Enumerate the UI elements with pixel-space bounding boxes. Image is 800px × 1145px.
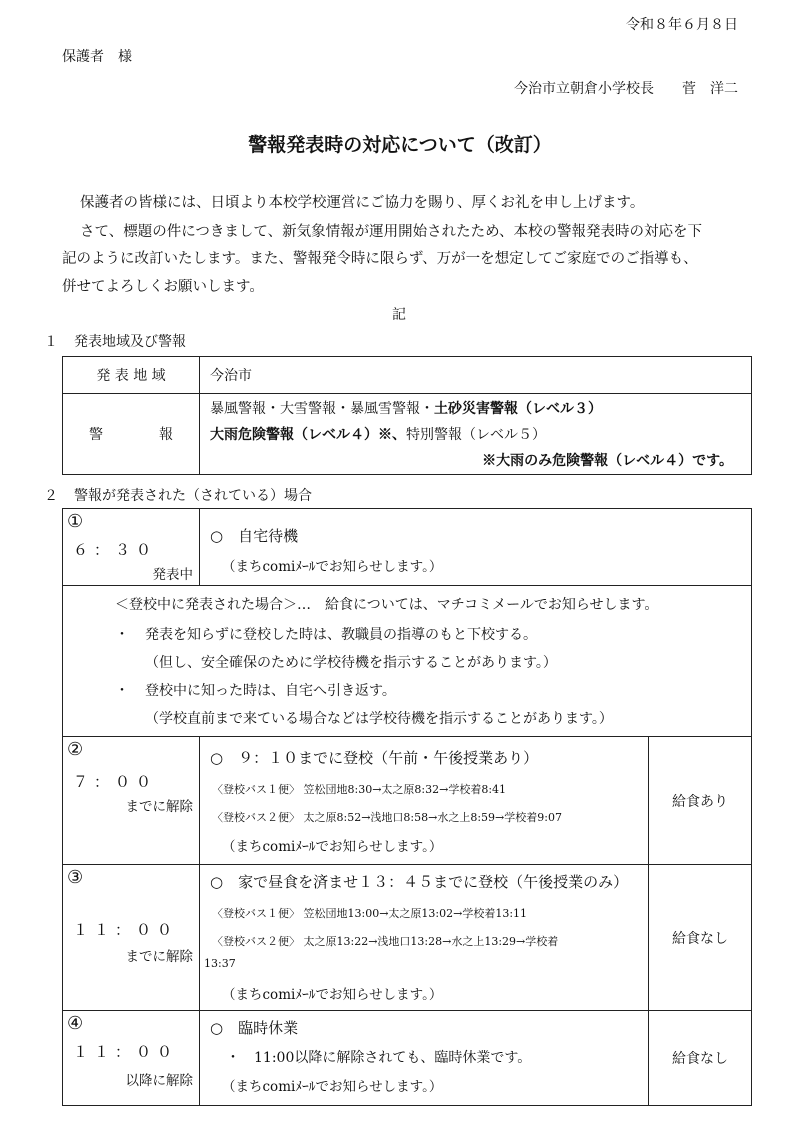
- warn-label-char: 警: [89, 427, 103, 443]
- circle-number: ③: [67, 867, 84, 888]
- time-sub: までに解除: [125, 799, 193, 815]
- area-label: 発 表 地 域: [96, 368, 166, 384]
- area-value: 今治市: [210, 368, 252, 384]
- time: １１：００: [73, 921, 179, 939]
- during-line: （但し、安全確保のために学校待機を指示することがあります。）: [145, 655, 557, 671]
- note: （まちcomiﾒｰﾙでお知らせします。）: [222, 839, 443, 855]
- section-title: 発表地域及び警報: [74, 334, 186, 350]
- warning-table: [62, 356, 752, 475]
- bullet: ・: [115, 627, 129, 643]
- during-line: 登校中に知った時は、自宅へ引き返す。: [145, 683, 396, 699]
- during-commute-cell: [63, 586, 752, 737]
- note: （まちcomiﾒｰﾙでお知らせします。）: [222, 1079, 443, 1095]
- during-line: （学校直前まで来ている場合などは学校待機を指示することがあります。）: [145, 711, 613, 727]
- circle-number: ④: [67, 1013, 84, 1034]
- bus-schedule: 13:37: [204, 957, 236, 970]
- intro-line: 保護者の皆様には、日頃より本校学校運営にご協力を賜り、厚くお礼を申し上げます。: [80, 195, 645, 211]
- option: ○ 臨時休業: [210, 1019, 299, 1037]
- row4-content-cell: [200, 1011, 649, 1106]
- row3-time-cell: [63, 865, 200, 1011]
- warn-label-char: 報: [159, 427, 173, 443]
- time-sub: 以降に解除: [125, 1073, 193, 1089]
- row1-content-cell: [200, 509, 752, 586]
- warn-normal: 暴風警報・大雪警報・暴風雪警報・: [210, 401, 434, 417]
- section-number: ２: [44, 488, 58, 504]
- section2-heading: [44, 485, 312, 505]
- warn-bold: 大雨危険警報（レベル４）※、: [210, 427, 406, 443]
- row1-time-cell: [63, 509, 200, 586]
- row3-content-cell: [200, 865, 649, 1011]
- area-label-cell: [63, 357, 200, 394]
- addressee: 保護者 様: [62, 49, 132, 65]
- during-heading: ＜登校中に発表された場合＞… 給食については、マチコミメールでお知らせします。: [115, 597, 659, 613]
- warn-list-cell: [200, 394, 752, 475]
- time-sub: までに解除: [125, 949, 193, 965]
- lunch-cell: [649, 737, 752, 865]
- option: ○ 家で昼食を済ませ１３：４５までに登校（午後授業のみ）: [210, 873, 629, 891]
- bullet-line: ・ 11:00以降に解除されても、臨時休業です。: [226, 1050, 532, 1066]
- lunch-status: 給食あり: [672, 793, 728, 810]
- note: （まちcomiﾒｰﾙでお知らせします。）: [222, 559, 443, 575]
- lunch-status: 給食なし: [672, 930, 728, 947]
- lunch-status: 給食なし: [672, 1051, 728, 1067]
- circle-number: ②: [67, 739, 84, 760]
- during-line: 発表を知らずに登校した時は、教職員の指導のもと下校する。: [145, 627, 537, 643]
- option: ○ ９：１０までに登校（午前・午後授業あり）: [210, 749, 539, 767]
- row4-time-cell: [63, 1011, 200, 1106]
- lunch-cell: [649, 1011, 752, 1106]
- lunch-cell: [649, 865, 752, 1011]
- sender: 今治市立朝倉小学校長 菅 洋二: [514, 81, 738, 97]
- warn-bold: 土砂災害警報（レベル３）: [434, 401, 602, 417]
- time: ６：３０: [73, 541, 158, 559]
- area-value-cell: [200, 357, 752, 394]
- section1-heading: [44, 331, 186, 351]
- bus-schedule: 〈登校バス２便〉 太之原8:52→浅地口8:58→水之上8:59→学校着9:07: [212, 811, 562, 824]
- bus-schedule: 〈登校バス２便〉 太之原13:22→浅地口13:28→水之上13:29→学校着: [212, 935, 559, 948]
- warn-normal: 特別警報（レベル５）: [406, 427, 546, 443]
- bullet: ・: [115, 683, 129, 699]
- time: ７：００: [73, 773, 158, 791]
- response-table: [62, 508, 752, 1106]
- time: １１：００: [73, 1043, 179, 1061]
- intro-line: さて、標題の件につきまして、新気象情報が運用開始されたため、本校の警報発表時の対応を下: [80, 224, 703, 240]
- document-date: 令和８年６月８日: [626, 17, 738, 33]
- warn-note: ※大雨のみ危険警報（レベル４）です。: [482, 453, 733, 469]
- document-title: 警報発表時の対応について（改訂）: [248, 134, 552, 156]
- intro-line: 併せてよろしくお願いします。: [62, 279, 264, 295]
- warn-label-cell: [63, 394, 200, 475]
- ki-mark: 記: [392, 307, 406, 323]
- bus-schedule: 〈登校バス１便〉 笠松団地8:30→太之原8:32→学校着8:41: [212, 783, 507, 796]
- circle-number: ①: [67, 511, 84, 532]
- intro-line: 記のように改訂いたします。また、警報発令時に限らず、万が一を想定してご家庭でのご指導も、: [62, 251, 698, 267]
- note: （まちcomiﾒｰﾙでお知らせします。）: [222, 987, 443, 1003]
- time-sub: 発表中: [152, 567, 193, 583]
- row2-time-cell: [63, 737, 200, 865]
- bus-schedule: 〈登校バス１便〉 笠松団地13:00→太之原13:02→学校着13:11: [212, 907, 528, 920]
- row2-content-cell: [200, 737, 649, 865]
- option: ○ 自宅待機: [210, 527, 299, 545]
- section-title: 警報が発表された（されている）場合: [74, 488, 312, 504]
- section-number: １: [44, 334, 58, 350]
